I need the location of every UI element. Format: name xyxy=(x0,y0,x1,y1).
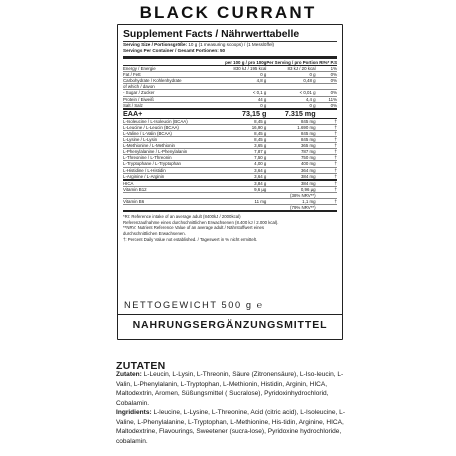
nutrient-value: 4,4 g xyxy=(266,96,315,102)
nutrient-value: † xyxy=(316,137,337,143)
nutrient-value: (79% NRV**) xyxy=(266,205,315,212)
footnote-line: Referenzaufnahme eines durchschnittlichen Erwachsenen (8.400 kJ / 2.000 kcal). xyxy=(123,219,279,225)
table-row xyxy=(123,102,337,109)
footnote-line: **NRV: Nutrient Reference Value of an average adult / Nährstoffwert eines xyxy=(123,225,264,231)
nutrient-name: L-Arginine / L-Arginin xyxy=(123,173,224,180)
nutrient-value: † xyxy=(316,124,337,130)
supplement-facts-panel xyxy=(117,24,343,340)
nutrient-value: 8,45 g xyxy=(224,130,267,136)
nutrient-value: 845 mg xyxy=(266,118,315,124)
nutrient-value: < 0,1 g xyxy=(224,90,267,96)
nutrient-value: 0,96 µg xyxy=(266,186,315,192)
servings-per-container: Servings Per Container / Gesamt Portionen: 50 xyxy=(123,48,226,53)
nutrient-value: 0 g xyxy=(266,72,315,78)
footnotes xyxy=(123,214,337,242)
nutrient-name: - Sugar / Zucker xyxy=(123,90,224,96)
nutrient-value: 7,50 g xyxy=(224,155,267,161)
nutrient-value: 7.315 mg xyxy=(266,109,315,119)
nutrient-value: 44 g xyxy=(224,96,267,102)
header-cell: RI%* P.S xyxy=(316,60,337,66)
nutrient-value: 3,84 g xyxy=(224,180,267,187)
ingredients-paragraph xyxy=(116,408,346,446)
ingredients-label: Ingridients: xyxy=(116,409,152,416)
zutaten-label: Zutaten: xyxy=(116,371,142,378)
nutrient-value: † xyxy=(316,180,337,187)
nutrient-value: 8,45 g xyxy=(224,118,267,124)
nutrient-name xyxy=(123,205,224,212)
nutrient-value xyxy=(316,205,337,212)
nutrient-name: HICA xyxy=(123,180,224,187)
nutrient-name: L-Valine / L-Valin (BCAA) xyxy=(123,130,224,136)
footnote-line: durchschnittlichen Erwachsenen. xyxy=(123,230,186,236)
nutrient-value: 16,90 g xyxy=(224,124,267,130)
nutrient-name: L-Leucine / L-Leucin (BCAA) xyxy=(123,124,224,130)
nutrient-value: 0% xyxy=(316,90,337,96)
nutrient-value: 400 mg xyxy=(266,161,315,167)
nutrient-name: of which / davon xyxy=(123,84,224,90)
nutrient-value: 0 g xyxy=(224,102,267,109)
footnote-line: †: Percent Daily Value not established. / Tageswert in % nicht ermittelt. xyxy=(123,236,258,242)
nutrient-name: L-Lysine / L-Lysin xyxy=(123,137,224,143)
supplement-label: NAHRUNGSERGÄNZUNGSMITTEL xyxy=(117,314,343,331)
nutrient-value: (38% NRV**) xyxy=(266,192,315,198)
nutrient-value: 0% xyxy=(316,78,337,84)
nutrient-value: 384 mg xyxy=(266,173,315,180)
table-row xyxy=(123,173,337,180)
nutrient-name: Vitamin B6 xyxy=(123,198,224,204)
nutrient-value: 73,15 g xyxy=(224,109,267,119)
nutrient-value: † xyxy=(316,149,337,155)
serving-size-value: 10 g (1 measuring scoops) / (1 Messlöffel) xyxy=(188,42,275,47)
nutrient-value: 0,48 g xyxy=(266,78,315,84)
nutrient-value: † xyxy=(316,173,337,180)
table-row xyxy=(123,205,337,212)
nutrient-value: 0% xyxy=(316,102,337,109)
nutrient-value: 750 mg xyxy=(266,155,315,161)
ingredients-text: L-leucine, L-Lysine, L-Threonine, Acid (citric acid), L-Isoleucine, L-Valine, L-Phenylalanine, L-Tryptophan, L-Methionine, His-tidin, Arginine, HICA, Maltodextrine, Flavourings, Sweetener (sucra-lose), Pyridoxine hydrochloride, cobalamin. xyxy=(116,409,345,445)
nutrient-name: L-Phenylalanine / L-Phenylalanin xyxy=(123,149,224,155)
nutrition-table xyxy=(123,60,337,212)
nutrient-value: 7,87 g xyxy=(224,149,267,155)
nutrient-name: EAA+ xyxy=(123,109,224,119)
footnote-line: *RI: Reference intake of an average adult (8400kJ / 2000kcal) xyxy=(123,214,241,220)
nutrient-value: 0 g xyxy=(224,72,267,78)
nutrient-value: 9,6 µg xyxy=(224,186,267,192)
nutrient-value: 4,00 g xyxy=(224,161,267,167)
nutrient-name: Vitamin B12 xyxy=(123,186,224,192)
table-row xyxy=(123,109,337,119)
nutrient-name: Energy / Energie xyxy=(123,66,224,72)
nutrient-name: L-Tryptophane / L-Tryptophan xyxy=(123,161,224,167)
nutrient-value: 0% xyxy=(316,72,337,78)
nutrient-name: Protein / Eiweiß xyxy=(123,96,224,102)
nutrient-name: L-Isoleucine / L-Isoleucin (BCAA) xyxy=(123,118,224,124)
nutrient-name: Carbohydrate / Kohlenhydrate xyxy=(123,78,224,84)
nutrient-value: 3,64 g xyxy=(224,167,267,173)
nutrient-value: † xyxy=(316,186,337,192)
nutrient-value: 364 mg xyxy=(266,167,315,173)
product-name: BLACK CURRANT xyxy=(139,3,317,22)
nutrient-name: Fat / Fett xyxy=(123,72,224,78)
nutrient-value: 1% xyxy=(316,66,337,72)
nutrient-value xyxy=(316,109,337,119)
nutrient-value: 365 mg xyxy=(266,143,315,149)
nutrient-value: † xyxy=(316,130,337,136)
nutrient-value: 787 mg xyxy=(266,149,315,155)
nutrient-value: 3,64 g xyxy=(224,173,267,180)
nutrient-value: † xyxy=(316,198,337,204)
nutrient-value: 8,45 g xyxy=(224,137,267,143)
facts-title: Supplement Facts / Nährwerttabelle xyxy=(123,29,300,40)
nutrient-value: 11% xyxy=(316,96,337,102)
nutrient-value: 0 g xyxy=(266,102,315,109)
header-cell: Per Serving / pro Portion xyxy=(266,60,319,65)
zutaten-paragraph xyxy=(116,370,346,408)
table-row xyxy=(123,180,337,187)
serving-size-label: Serving Size / Portionsgröße: xyxy=(123,42,188,47)
zutaten-heading: ZUTATEN xyxy=(116,360,166,372)
nutrient-value: † xyxy=(316,167,337,173)
nutrient-value: 845 mg xyxy=(266,130,315,136)
nutrient-value: 3,65 g xyxy=(224,143,267,149)
nutrient-value: † xyxy=(316,155,337,161)
nutrient-value: < 0,01 g xyxy=(266,90,315,96)
nutrient-value: † xyxy=(316,118,337,124)
nutrient-value: 830 kJ / 195 kcal xyxy=(224,66,267,72)
nutrient-value: 845 mg xyxy=(266,137,315,143)
zutaten-text: L-Leucin, L-Lysin, L-Threonin, Säure (Zitronensäure), L-Iso-leucin, L-Valin, L-Phenylalanin, L-Tryptophan, L-Methionin, Histidin, Arginin, HICA, Maltodextrin, Aromen, Süßungsmittel ( Sucralose), Pyridoxinhydrochlorid, Cobalamin. xyxy=(116,371,344,407)
nutrient-value: † xyxy=(316,161,337,167)
nutrient-value xyxy=(224,205,267,212)
nutrient-value: 4,8 g xyxy=(224,78,267,84)
nutrient-value: 83 kJ / 20 kcal xyxy=(266,66,315,72)
net-weight: NETTOGEWICHT 500 g ℮ xyxy=(124,300,264,310)
nutrient-value: 1,1 mg xyxy=(266,198,315,204)
nutrient-name: L-Methionine / L-Methionin xyxy=(123,143,224,149)
nutrient-value: 11 mg xyxy=(224,198,267,204)
nutrient-value: 384 mg xyxy=(266,180,315,187)
nutrient-value: † xyxy=(316,143,337,149)
nutrient-name: Salt / Salz xyxy=(123,102,224,109)
nutrient-name: L-Threonine / L-Threonin xyxy=(123,155,224,161)
header-cell: per 100 g / pro 100g xyxy=(225,60,267,65)
nutrient-name: L-Histidine / L-Histidin xyxy=(123,167,224,173)
nutrient-value: 1.690 mg xyxy=(266,124,315,130)
